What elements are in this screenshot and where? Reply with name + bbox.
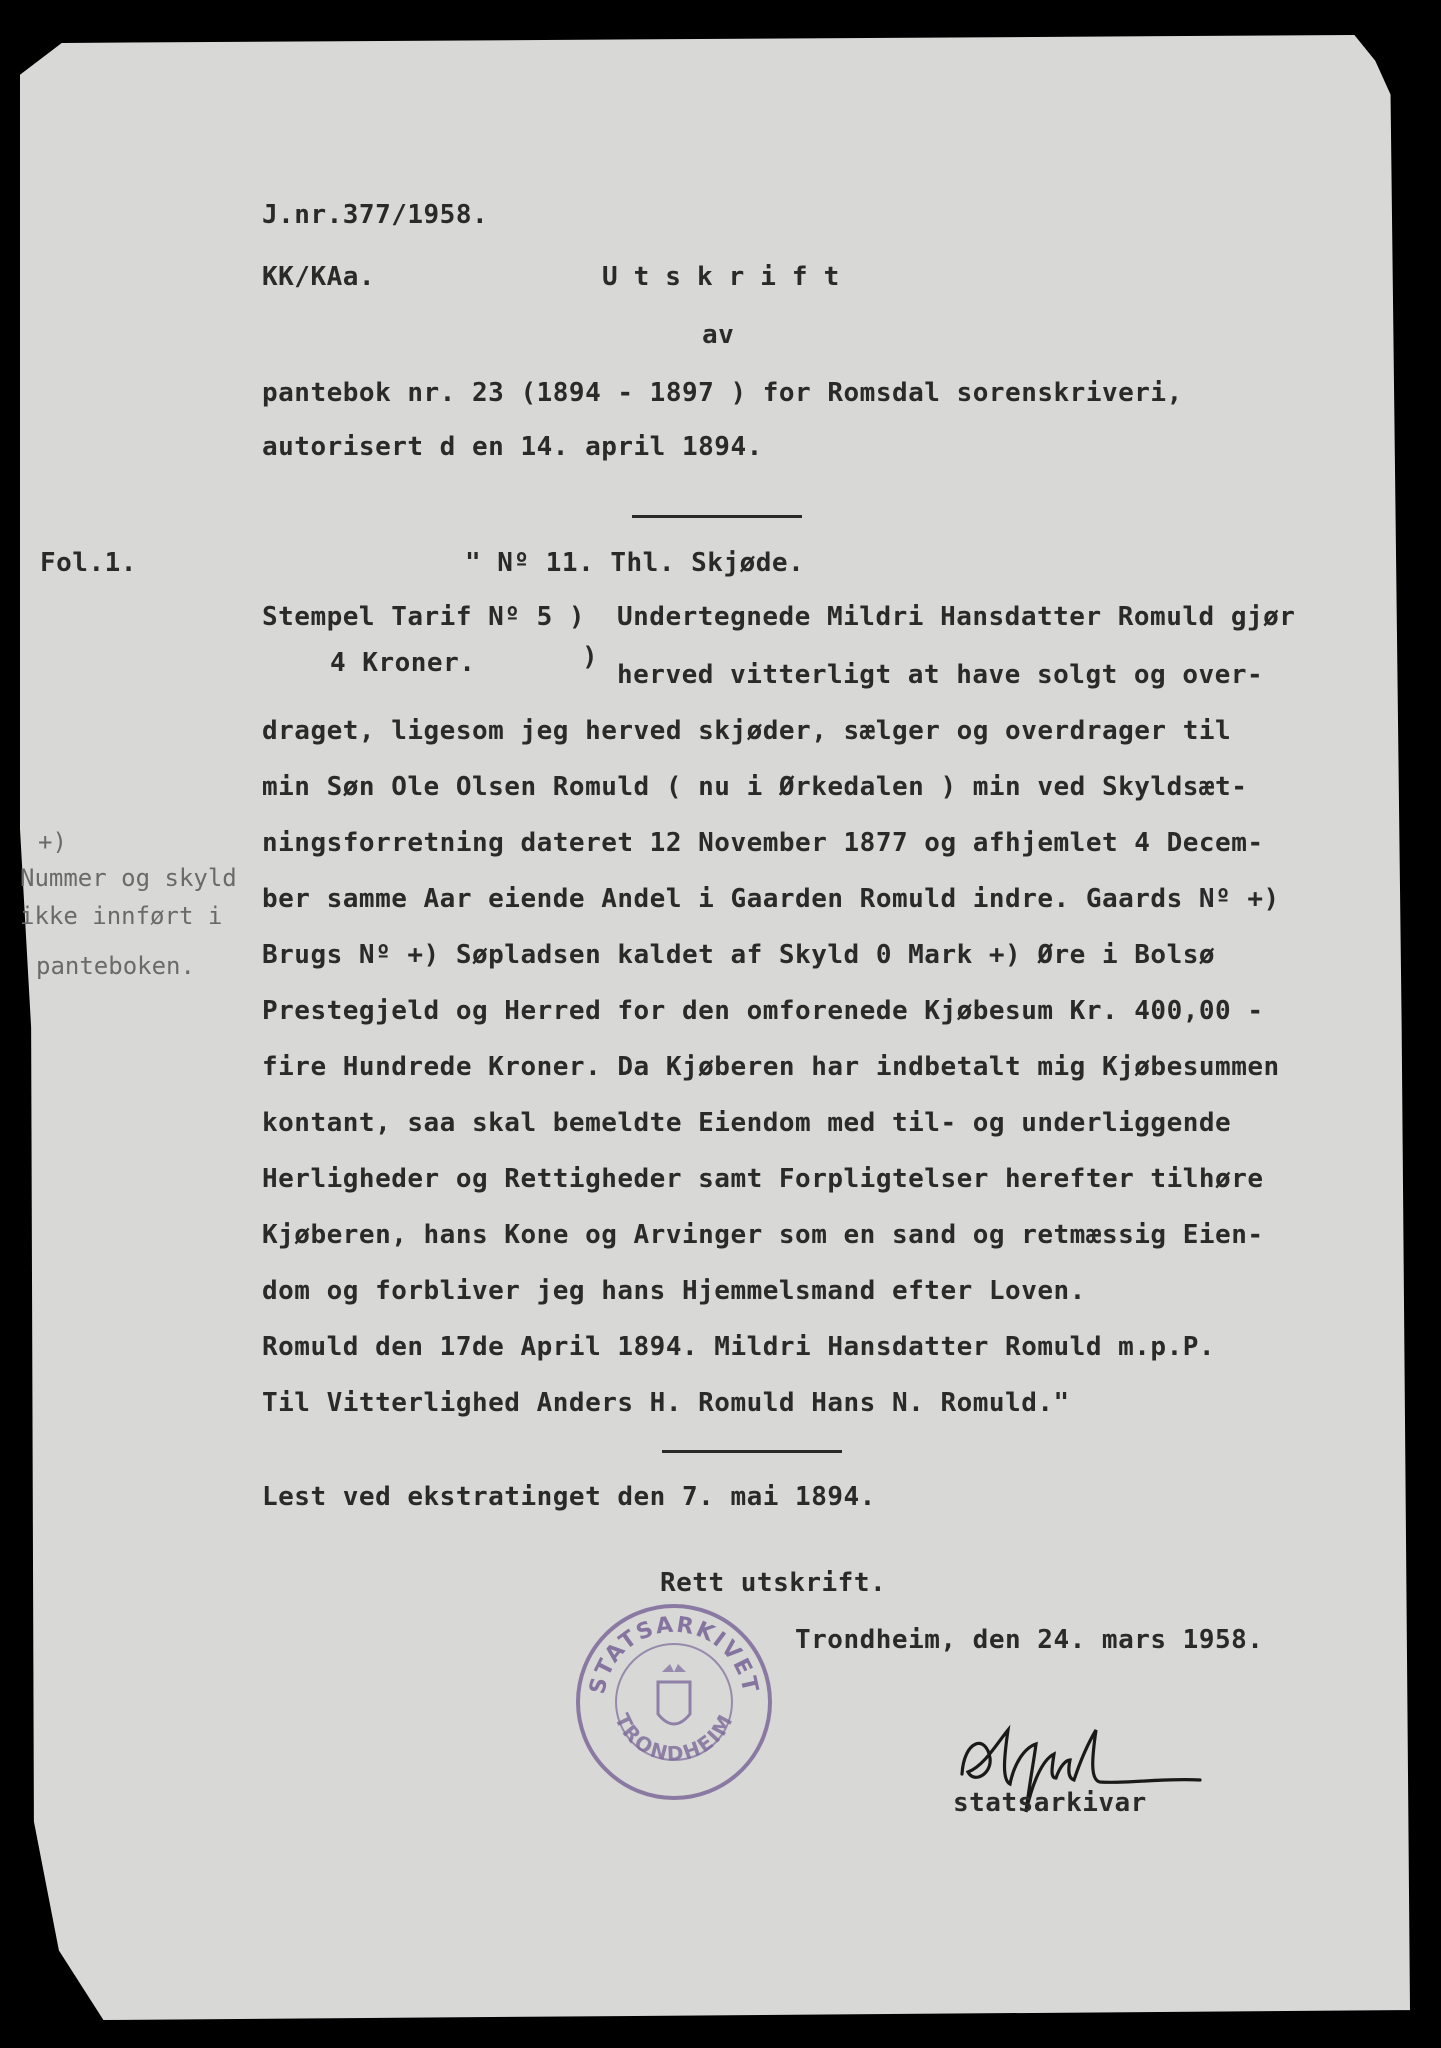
margin-note-line-3: panteboken. (36, 952, 195, 980)
margin-note-marker: +) (38, 828, 67, 856)
stamp-tarif: Stempel Tarif Nº 5 ) (262, 602, 586, 632)
stamp-kroner: 4 Kroner. (330, 648, 476, 678)
title-av: av (702, 320, 735, 350)
header-line-2: autorisert d en 14. april 1894. (262, 432, 763, 462)
folio-label: Fol.1. (40, 548, 137, 578)
svg-text:TRONDHEIM (610, 1709, 738, 1766)
body-line-13: dom og forbliver jeg hans Hjemmelsmand efter Loven. (262, 1276, 1086, 1306)
signatory-title: statsarkivar (953, 1788, 1147, 1818)
body-line-14: Romuld den 17de April 1894. Mildri Hansdatter Romuld m.p.P. (262, 1332, 1216, 1362)
body-line-8: Prestegjeld og Herred for den omforenede Kjøbesum Kr. 400,00 - (262, 996, 1264, 1026)
journal-number: J.nr.377/1958. (262, 200, 489, 230)
body-line-11: Herligheder og Rettigheder samt Forpligtelser herefter tilhøre (262, 1164, 1264, 1194)
body-line-6: ber samme Aar eiende Andel i Gaarden Romuld indre. Gaards Nº +) (262, 884, 1280, 914)
initials: KK/KAa. (262, 262, 376, 292)
body-line-15: Til Vitterlighed Anders H. Romuld Hans N. Romuld." (262, 1388, 1070, 1418)
body-line-1: Undertegnede Mildri Hansdatter Romuld gjør (617, 602, 1296, 632)
margin-note-line-2: ikke innført i (20, 902, 223, 930)
rett-utskrift: Rett utskrift. (660, 1568, 887, 1598)
document-title: Utskrift (602, 262, 856, 292)
body-line-2: herved vitterligt at have solgt og over- (617, 660, 1264, 690)
stamp-top-text: STATSARKIVET (585, 1612, 763, 1697)
body-line-12: Kjøberen, hans Kone og Arvinger som en sand og retmæssig Eien- (262, 1220, 1264, 1250)
entry-number-line: " Nº 11. Thl. Skjøde. (465, 548, 805, 578)
divider-rule-1 (632, 515, 802, 518)
body-line-4: min Søn Ole Olsen Romuld ( nu i Ørkedalen ) min ved Skyldsæt- (262, 772, 1248, 802)
body-line-5: ningsforretning dateret 12 November 1877 og afhjemlet 4 Decem- (262, 828, 1264, 858)
body-line-3: draget, ligesom jeg herved skjøder, sælger og overdrager til (262, 716, 1232, 746)
coat-of-arms-icon (658, 1682, 690, 1724)
archive-stamp (574, 1602, 774, 1802)
stamp-bottom-text: TRONDHEIM (610, 1709, 739, 1766)
place-date: Trondheim, den 24. mars 1958. (795, 1625, 1264, 1655)
body-line-9: fire Hundrede Kroner. Da Kjøberen har indbetalt mig Kjøbesummen (262, 1052, 1280, 1082)
crown-icon (662, 1664, 686, 1672)
divider-rule-2 (662, 1450, 842, 1453)
body-line-10: kontant, saa skal bemeldte Eiendom med til- og underliggende (262, 1108, 1232, 1138)
body-line-7: Brugs Nº +) Søpladsen kaldet af Skyld 0 Mark +) Øre i Bolsø (262, 940, 1216, 970)
header-line-1: pantebok nr. 23 (1894 - 1897 ) for Romsdal sorenskriveri, (262, 378, 1183, 408)
margin-note-line-1: Nummer og skyld (20, 864, 237, 892)
lest-line: Lest ved ekstratinget den 7. mai 1894. (262, 1482, 876, 1512)
stamp-paren: ) (582, 642, 599, 672)
svg-text:STATSARKIVET (585, 1612, 762, 1696)
